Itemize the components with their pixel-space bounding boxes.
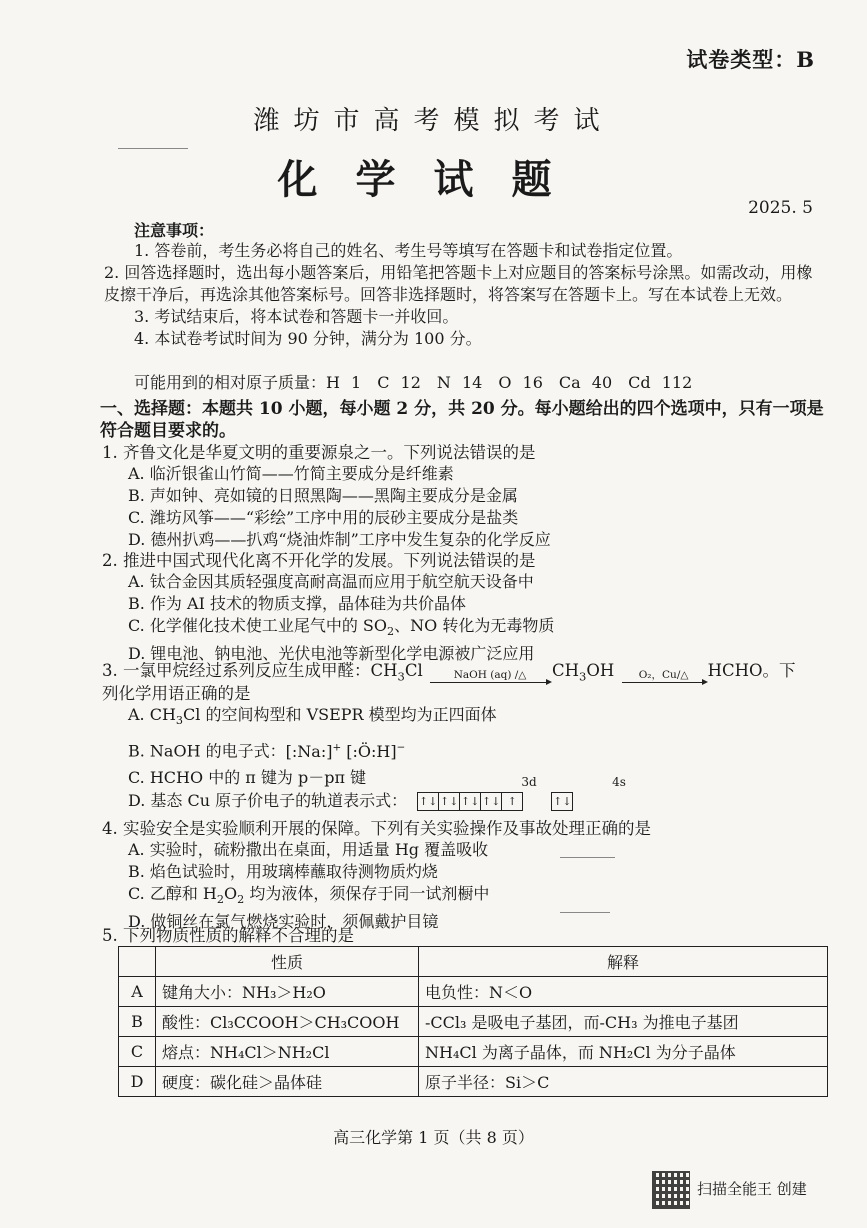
orbital-box: ↑ [501, 792, 523, 811]
subject-title: 化学试题 [277, 156, 590, 203]
option-a: A. 钛合金因其质轻强度高耐高温而应用于航空航天设备中 [128, 572, 534, 591]
notice-item: 4. 本试卷考试时间为 90 分钟，满分为 100 分。 [134, 329, 482, 348]
scanner-watermark: 扫描全能王 创建 [697, 1180, 807, 1198]
col-explanation: 解释 [419, 947, 828, 977]
option-c: C. 化学催化技术使工业尾气中的 $SO_2$、NO 转化为无毒物质 [128, 616, 555, 639]
orbital-label-4s: 4s [612, 775, 626, 789]
notice-title: 注意事项： [134, 221, 215, 240]
notice-item: 3. 考试结束后，将本试卷和答题卡一并收回。 [134, 307, 459, 326]
table-row: C 熔点：NH₄Cl＞NH₂Cl NH₄Cl 为离子晶体，而 NH₂Cl 为分子晶体 [119, 1037, 828, 1067]
option-a: A. 临沂银雀山竹简——竹简主要成分是纤维素 [128, 464, 454, 483]
scan-stroke [560, 912, 610, 913]
question-1-stem: 1. 齐鲁文化是华夏文明的重要源泉之一。下列说法错误的是 [102, 443, 536, 462]
question-3-stem: 3. 一氯甲烷经过系列反应生成甲醛：$CH_3Cl$ NaOH (aq) /△ $CH_3OH$ O₂，Cu/△ HCHO。下 [102, 661, 796, 684]
question-5-stem: 5. 下列物质性质的解释不合理的是 [102, 926, 354, 945]
table-row: B 酸性：Cl₃CCOOH＞CH₃COOH -CCl₃ 是吸电子基团，而-CH₃ 为推电子基团 [119, 1007, 828, 1037]
orbital-box: ↑↓ [459, 792, 481, 811]
orbital-box: ↑↓ [417, 792, 439, 811]
question-2-stem: 2. 推进中国式现代化离不开化学的发展。下列说法错误的是 [102, 551, 536, 570]
option-c: C. 乙醇和 $H_2O_2$ 均为液体，须保存于同一试剂橱中 [128, 884, 490, 907]
option-b: B. NaOH 的电子式：[:Na:]+ [:Ö:H]− [128, 741, 406, 761]
question-1-options [128, 463, 828, 551]
exam-date: 2025. 5 [748, 198, 813, 218]
table-row: A 键角大小：NH₃＞H₂O 电负性：N＜O [119, 977, 828, 1007]
option-d: D. 德州扒鸡——扒鸡“烧油炸制”工序中发生复杂的化学反应 [128, 530, 551, 549]
option-a: A. $CH_3Cl$ 的空间构型和 VSEPR 模型均为正四面体 [128, 705, 497, 728]
option-b: B. 声如钟、亮如镜的日照黑陶——黑陶主要成分是金属 [128, 486, 518, 505]
electron-formula: [:Na:]+ [:Ö:H]− [285, 741, 406, 761]
orbital-diagram-4s [552, 791, 573, 810]
question-4-options [128, 839, 828, 933]
question-2-options [128, 571, 828, 665]
option-c: C. HCHO 中的 π 键为 p－pπ 键 [128, 767, 367, 787]
notice-item: 2. 回答选择题时，选出每小题答案后，用铅笔把答题卡上对应题目的答案标号涂黑。如需改动，用橡皮擦干净后，再选涂其他答案标号。回答非选择题时，将答案写在答题卡上。写在本试卷上无效。 [104, 263, 813, 304]
question-3-options [128, 704, 828, 789]
atomic-masses: 可能用到的相对原子质量：H 1 C 12 N 14 O 16 Ca 40 Cd 112 [134, 373, 693, 392]
option-b: B. 焰色试验时，用玻璃棒蘸取待测物质灼烧 [128, 862, 438, 881]
reaction-arrow-2: O₂，Cu/△ [622, 670, 706, 683]
table-header-row [119, 947, 828, 977]
question-3-stem-line2: 列化学用语正确的是 [102, 684, 251, 703]
orbital-diagram-3d [418, 791, 528, 810]
orbital-label-3d: 3d [521, 775, 537, 789]
qr-code-icon [652, 1171, 690, 1209]
section-title: 一、选择题：本题共 10 小题，每小题 2 分，共 20 分。每小题给出的四个选项中，只有一项是符合题目要求的。 [100, 399, 824, 441]
option-b: B. 作为 AI 技术的物质支撑，晶体硅为共价晶体 [128, 594, 466, 613]
notice-list [104, 240, 824, 350]
orbital-box: ↑↓ [551, 792, 573, 811]
option-d: D. 锂电池、钠电池、光伏电池等新型化学电源被广泛应用 [128, 644, 535, 664]
paper-type: 试卷类型：B [686, 47, 815, 72]
notice-item: 1. 答卷前，考生务必将自己的姓名、考生号等填写在答题卡和试卷指定位置。 [134, 241, 683, 260]
option-a: A. 实验时，硫粉撒出在桌面，用适量 Hg 覆盖吸收 [128, 840, 489, 859]
orbital-box: ↑↓ [480, 792, 502, 811]
scan-stroke [560, 857, 615, 858]
exam-name: 潍坊市高考模拟考试 [253, 106, 614, 136]
option-d: D. 做铜丝在氯气燃烧实验时，须佩戴护目镜 [128, 912, 439, 932]
orbital-box: ↑↓ [438, 792, 460, 811]
table-row: D 硬度：碳化硅＞晶体硅 原子半径：Si＞C [119, 1067, 828, 1097]
page-number: 高三化学第 1 页（共 8 页） [333, 1128, 534, 1147]
option-d: D. 基态 Cu 原子价电子的轨道表示式： ↑↓ ↑↓ ↑↓ ↑↓ ↑ ↑↓ [128, 791, 572, 810]
option-c: C. 潍坊风筝——“彩绘”工序中用的辰砂主要成分是盐类 [128, 508, 519, 527]
question-4-stem: 4. 实验安全是实验顺利开展的保障。下列有关实验操作及事故处理正确的是 [102, 819, 651, 838]
col-property: 性质 [156, 947, 419, 977]
reaction-arrow-1: NaOH (aq) /△ [430, 670, 550, 683]
property-explanation-table [118, 946, 828, 1097]
